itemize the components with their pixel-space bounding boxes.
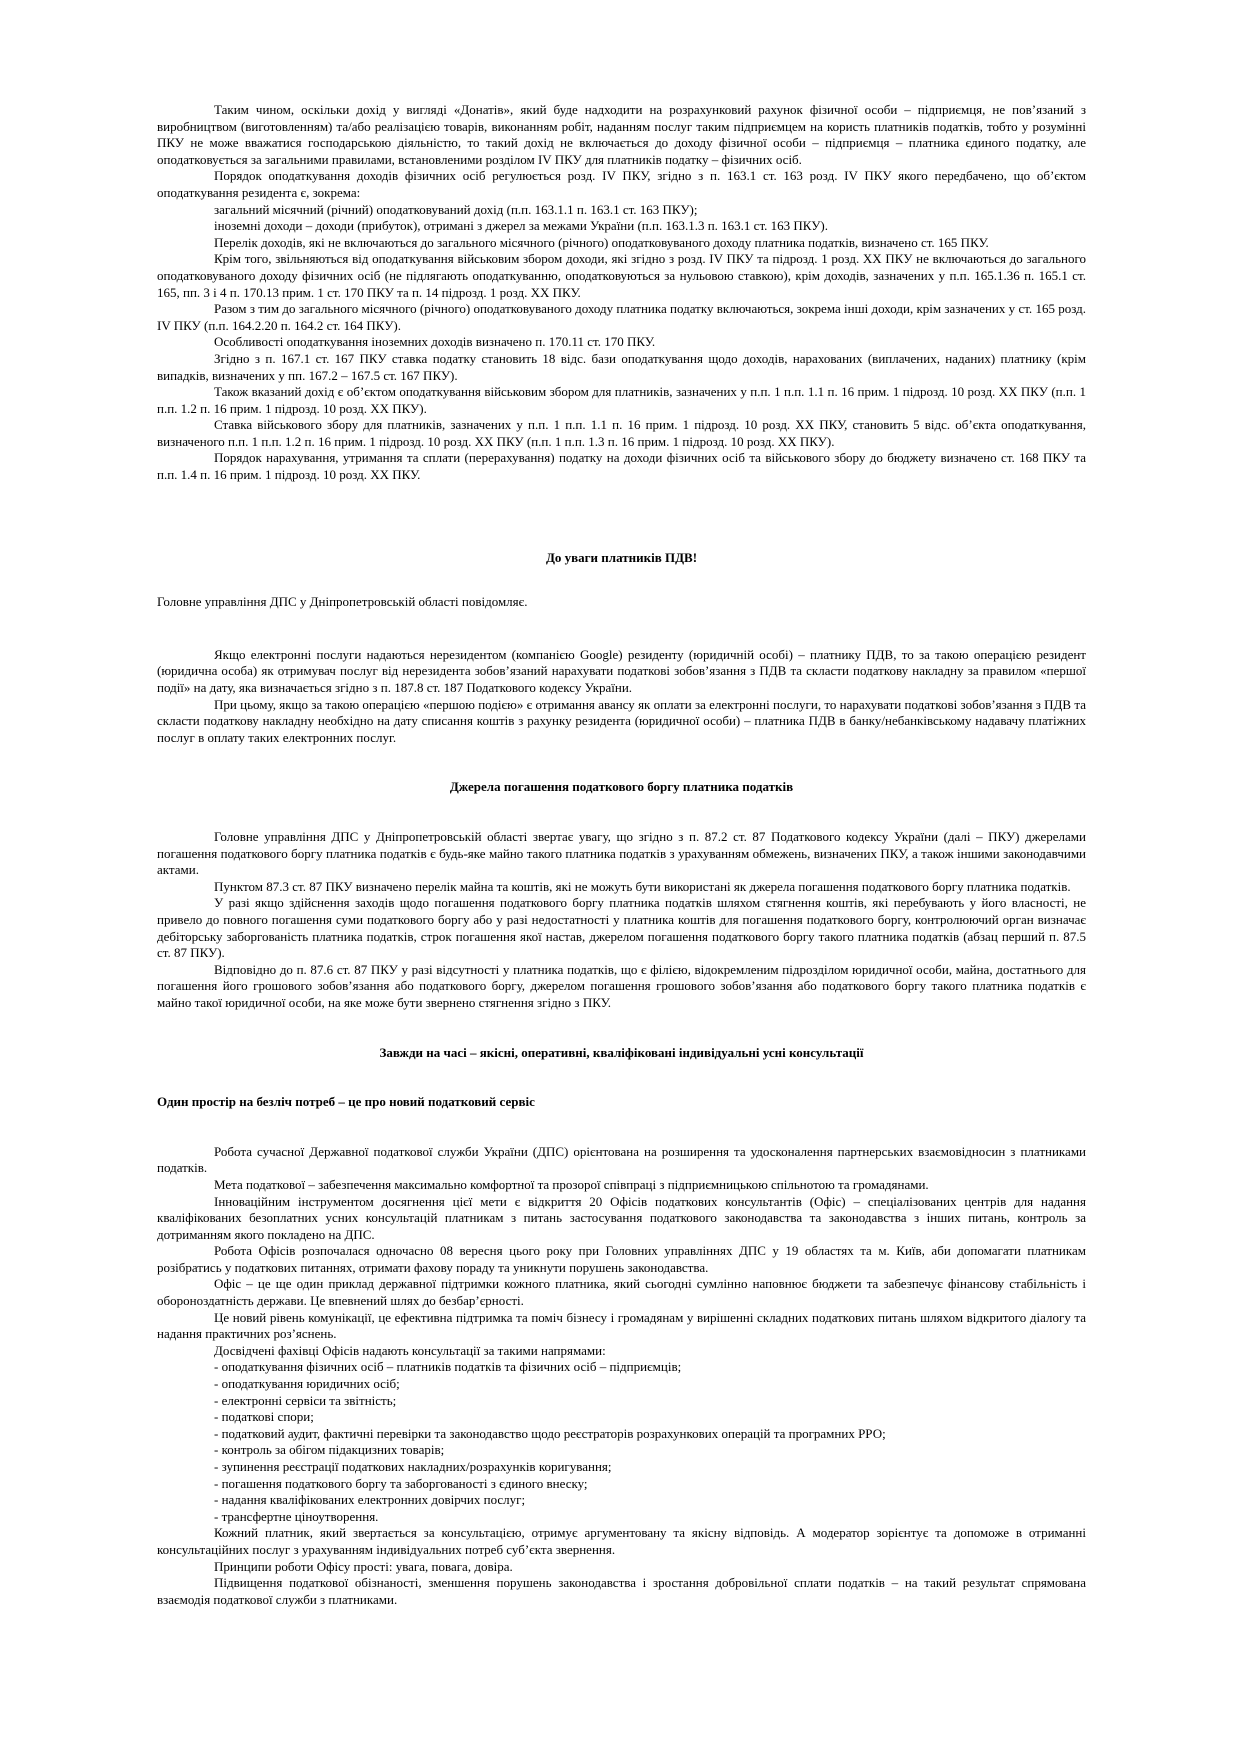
paragraph: Робота Офісів розпочалася одночасно 08 вересня цього року при Головних управліннях ДПС у 19 областях та м. Київ, аби допомагати платникам розібратись у податкових питаннях, отримати фахову пораду та уникнути порушень законодавства. (157, 1243, 1086, 1275)
section-subheading-one-space: Один простір на безліч потреб – це про новий податковий сервіс (157, 1094, 535, 1110)
section-heading-debt-sources: Джерела погашення податкового боргу платника податків (449, 779, 794, 795)
list-item: - контроль за обігом підакцизних товарів; (214, 1442, 445, 1458)
document-page (157, 102, 1086, 1608)
paragraph: Якщо електронні послуги надаються нерезидентом (компанією Google) резиденту (юридичній особі) – платнику ПДВ, то за такою операцією резидент (юридична особа) як отримувач послуг від нерезидента зобов’язаний нарахувати податкові зобов’язання з ПДВ та скласти податкову накладну за правилом «першої події» на дату, яка визначається згідно з п. 187.8 ст. 187 Податкового кодексу України. (157, 646, 1086, 696)
paragraph: Офіс – це ще один приклад державної підтримки кожного платника, який сьогодні сумлінно наповнює бюджети та забезпечує фінансову стабільність і обороноздатність держави. Це впевнений шлях до безбар’єрності. (157, 1276, 1086, 1309)
list-item: - зупинення реєстрації податкових накладних/розрахунків коригування; (214, 1459, 612, 1474)
paragraph: Мета податкової – забезпечення максимально комфортної та прозорої співпраці з підприємницькою спільнотою та громадянами. (214, 1176, 929, 1192)
list-item: - трансфертне ціноутворення. (214, 1508, 379, 1524)
paragraph: Принципи роботи Офісу прості: увага, повага, довіра. (214, 1558, 513, 1574)
list-item: - електронні сервіси та звітність; (214, 1392, 397, 1408)
section-heading-vat: До уваги платників ПДВ! (545, 549, 698, 565)
paragraph: Разом з тим до загального місячного (річного) оподатковуваного доходу платника податку включаються, зокрема інші доходи, крім зазначених у ст. 165 розд. IV ПКУ (п.п. 164.2.20 п. 164.2 ст. 164 ПКУ). (157, 301, 1086, 333)
paragraph: Робота сучасної Державної податкової служби України (ДПС) орієнтована на розширення та удосконалення партнерських взаємовідносин з платниками податків. (157, 1143, 1086, 1176)
paragraph: Також вказаний дохід є об’єктом оподаткування військовим збором для платників, зазначених у п.п. 1 п.п. 1.1 п. 16 прим. 1 підрозд. 10 розд. XX ПКУ (п.п. 1 п.п. 1.2 п. 16 прим. 1 підрозд. 10 розд. XX ПКУ). (157, 384, 1086, 416)
paragraph: загальний місячний (річний) оподатковуваний дохід (п.п. 163.1.1 п. 163.1 ст. 163 ПКУ); (214, 201, 698, 217)
list-item: - оподаткування юридичних осіб; (214, 1376, 400, 1392)
paragraph: Відповідно до п. 87.6 ст. 87 ПКУ у разі відсутності у платника податків, що є філією, відокремленим підрозділом юридичної особи, майна, достатнього для погашення його грошового зобов’язання або податкового боргу, джерелом погашення грошового зобов’язання або податкового боргу такого платника податків є майно такої юридичної особи, на яке може бути звернено стягнення згідно з ПКУ. (157, 961, 1086, 1010)
paragraph: Згідно з п. 167.1 ст. 167 ПКУ ставка податку становить 18 відс. бази оподаткування щодо доходів, нарахованих (виплачених, наданих) платнику (крім випадків, визначених у пп. 167.2 – 167.5 ст. 167 ПКУ). (157, 350, 1086, 383)
paragraph: Це новий рівень комунікації, це ефективна підтримка та поміч бізнесу і громадянам у вирішенні складних податкових питань шляхом відкритого діалогу та надання практичних роз’яснень. (157, 1309, 1086, 1342)
list-item: - надання кваліфікованих електронних довірчих послуг; (214, 1492, 526, 1508)
paragraph: Підвищення податкової обізнаності, зменшення порушень законодавства і зростання добровільної сплати податків – на такий результат спрямована взаємодія податкової служби з платниками. (157, 1575, 1086, 1607)
paragraph: Кожний платник, який звертається за консультацією, отримує аргументовану та якісну відповідь. А модератор зорієнтує та допоможе в отриманні консультаційних послуг з урахуванням індивідуальних потреб суб’єкта звернення. (157, 1525, 1086, 1557)
paragraph: Головне управління ДПС у Дніпропетровській області звертає увагу, що згідно з п. 87.2 ст. 87 Податкового кодексу України (далі – ПКУ) джерелами погашення податкового боргу платника податків є будь-яке майно такого платника податків з урахуванням обмежень, визначених ПКУ, а також іншими законодавчими актами. (157, 829, 1086, 878)
section-heading-consultations: Завжди на часі – якісні, оперативні, кваліфіковані індивідуальні усні консультації (379, 1044, 864, 1060)
list-item: - податкові спори; (214, 1409, 314, 1425)
paragraph: Інноваційним інструментом досягнення цієї мети є відкриття 20 Офісів податкових консультантів (Офіс) – спеціалізованих центрів для надання кваліфікованих безоплатних усних консультацій платникам з питань застосування податкового законодавства та законодавства з інших питань, контроль за дотриманням якого покладено на ДПС. (157, 1193, 1086, 1242)
paragraph: Крім того, звільняються від оподаткування військовим збором доходи, які згідно з розд. IV ПКУ та підрозд. 1 розд. XX ПКУ не включаються до загального оподатковуваного доходу фізичних осіб (не підлягають оподаткуванню, оподатковуються за нульовою ставкою), крім доходів, зазначених у п.п. 165.1.36 п. 165.1 ст. 165, пп. 3 і 4 п. 170.13 прим. 1 ст. 170 ПКУ та п. 14 підрозд. 1 розд. XX ПКУ. (157, 251, 1086, 300)
paragraph: Особливості оподаткування іноземних доходів визначено п. 170.11 ст. 170 ПКУ. (214, 334, 656, 350)
list-item: - погашення податкового боргу та заборгованості з єдиного внеску; (214, 1475, 588, 1491)
list-item: - податковий аудит, фактичні перевірки та законодавство щодо реєстраторів розрахункових операцій та програмних РРО; (214, 1425, 886, 1441)
paragraph: У разі якщо здійснення заходів щодо погашення податкового боргу платника податків шляхом стягнення коштів, які перебувають у його власності, не привело до повного погашення суми податкового боргу або у разі недостатності у платника коштів для погашення податкового боргу, контролюючий орган визначає дебіторську заборгованість платника податків, строк погашення якої настав, джерелом погашення податкового боргу такого платника податків (абзац перший п. 87.5 ст. 87 ПКУ). (157, 895, 1086, 961)
paragraph: Таким чином, оскільки дохід у вигляді «Донатів», який буде надходити на розрахунковий рахунок фізичної особи – підприємця, не пов’язаний з виробництвом (виготовленням) та/або реалізацією товарів, виконанням робіт, наданням послуг таким підприємцем на користь платників податків, тобто у розумінні ПКУ не може вважатися господарською діяльністю, то такий дохід не включається до доходу фізичної особи – підприємця – платника єдиного податку, але оподатковується за загальними правилами, встановленими розділом IV ПКУ для платників податку – фізичних осіб. (157, 102, 1086, 167)
paragraph: Порядок оподаткування доходів фізичних осіб регулюється розд. IV ПКУ, згідно з п. 163.1 ст. 163 розд. IV ПКУ якого передбачено, що об’єктом оподаткування резидента є, зокрема: (157, 168, 1086, 200)
paragraph: Досвідчені фахівці Офісів надають консультації за такими напрямами: (214, 1342, 606, 1358)
paragraph: Перелік доходів, які не включаються до загального місячного (річного) оподатковуваного доходу платника податків, визначено ст. 165 ПКУ. (214, 234, 989, 250)
paragraph: Порядок нарахування, утримання та сплати (перерахування) податку на доходи фізичних осіб та військового збору до бюджету визначено ст. 168 ПКУ та п.п. 1.4 п. 16 прим. 1 підрозд. 10 розд. XX ПКУ. (157, 450, 1086, 483)
paragraph: При цьому, якщо за такою операцією «першою подією» є отримання авансу як оплати за електронні послуги, то нарахувати податкові зобов’язання з ПДВ та скласти податкову накладну необхідно на дату списання коштів з рахунку резидента (юридичної особи) – платника ПДВ в банку/небанківському надавачу платіжних послуг в оплату таких електронних послуг. (157, 696, 1086, 745)
paragraph: Пунктом 87.3 ст. 87 ПКУ визначено перелік майна та коштів, які не можуть бути використані як джерела погашення податкового боргу платника податків. (214, 878, 1071, 894)
paragraph: Ставка військового збору для платників, зазначених у п.п. 1 п.п. 1.1 п. 16 прим. 1 підрозд. 10 розд. XX ПКУ, становить 5 відс. об’єкта оподаткування, визначеного п.п. 1 п.п. 1.2 п. 16 прим. 1 підрозд. 10 розд. XX ПКУ (п.п. 1 п.п. 1.3 п. 16 прим. 1 підрозд. 10 розд. XX ПКУ). (157, 417, 1086, 449)
paragraph: іноземні доходи – доходи (прибуток), отримані з джерел за межами України (п.п. 163.1.3 п. 163.1 ст. 163 ПКУ). (214, 218, 828, 234)
list-item: - оподаткування фізичних осіб – платників податків та фізичних осіб – підприємців; (214, 1359, 682, 1375)
intro-line: Головне управління ДПС у Дніпропетровській області повідомляє. (157, 594, 528, 610)
